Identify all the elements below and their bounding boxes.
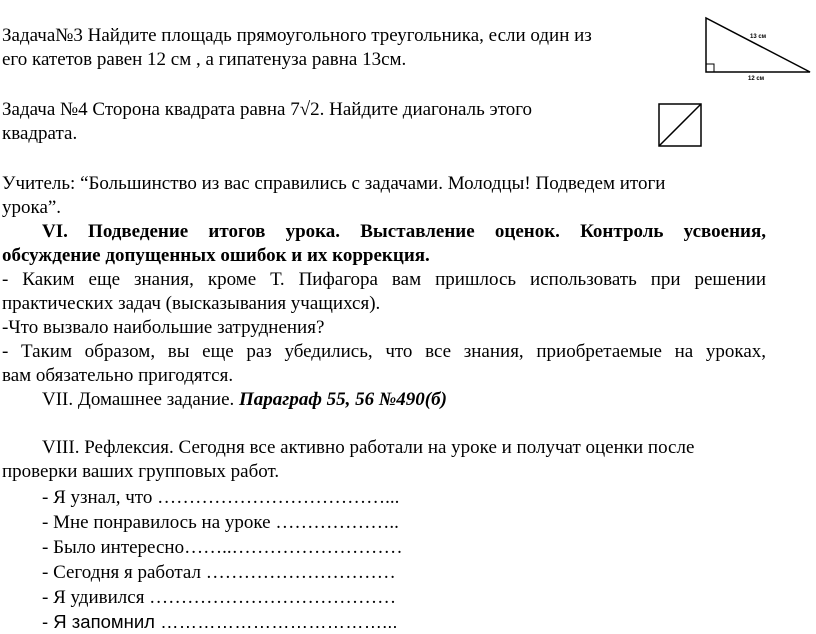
reflection-item: - Я запомнил ………………………………... [42, 611, 398, 632]
hypotenuse-label: 13 см [750, 34, 767, 40]
section6-question-2: -Что вызвало наибольшие затруднения? [2, 317, 325, 338]
teacher-line-1: Учитель: “Большинство из вас справились с задачами. Молодцы! Подведем итоги [2, 173, 666, 194]
section6-heading-1: VI. Подведение итогов урока. Выставление оценок. Контроль усвоения, [42, 221, 766, 242]
section6-question-1-line-2: практических задач (высказывания учащихся). [2, 293, 381, 314]
reflection-item: - Сегодня я работал ………………………… [42, 562, 396, 583]
leg-label: 12 см [748, 76, 765, 82]
right-angle-mark [706, 64, 714, 72]
right-triangle-figure [700, 14, 815, 84]
reflection-item: - Я узнал, что ………………………………... [42, 487, 400, 508]
section6-question-3-line-2: вам обязательно пригодятся. [2, 365, 234, 386]
task3-line-1: Задача№3 Найдите площадь прямоугольного треугольника, если один из [2, 25, 592, 46]
homework-assignment: Параграф 55, 56 №490(б) [239, 389, 447, 410]
section6-heading-2: обсуждение допущенных ошибок и их коррекция. [2, 245, 430, 266]
task4-line-2: квадрата. [2, 123, 78, 144]
diagonal-line [659, 104, 701, 146]
section7-line [42, 388, 447, 412]
triangle-shape [706, 18, 810, 72]
section8-line-1: VIII. Рефлексия. Сегодня все активно работали на уроке и получат оценки после [42, 437, 695, 458]
section6-question-3-line-1: - Таким образом, вы еще раз убедились, что все знания, приобретаемые на уроках, [2, 341, 766, 362]
teacher-line-2: урока”. [2, 197, 62, 218]
reflection-item: - Я удивился ………………………………… [42, 587, 397, 608]
reflection-item: - Мне понравилось на уроке ……………….. [42, 512, 399, 533]
square-with-diagonal-figure [657, 102, 703, 148]
task3-line-2: его катетов равен 12 см , а гипатенуза равна 13см. [2, 49, 407, 70]
section7-label: VII. Домашнее задание. [42, 389, 240, 410]
reflection-item: - Было интересно……..……………………… [42, 537, 403, 558]
task4-line-1: Задача №4 Сторона квадрата равна 7√2. Найдите диагональ этого [2, 99, 533, 120]
section6-question-1-line-1: - Каким еще знания, кроме Т. Пифагора вам пришлось использовать при решении [2, 269, 766, 290]
section8-line-2: проверки ваших групповых работ. [2, 461, 280, 482]
